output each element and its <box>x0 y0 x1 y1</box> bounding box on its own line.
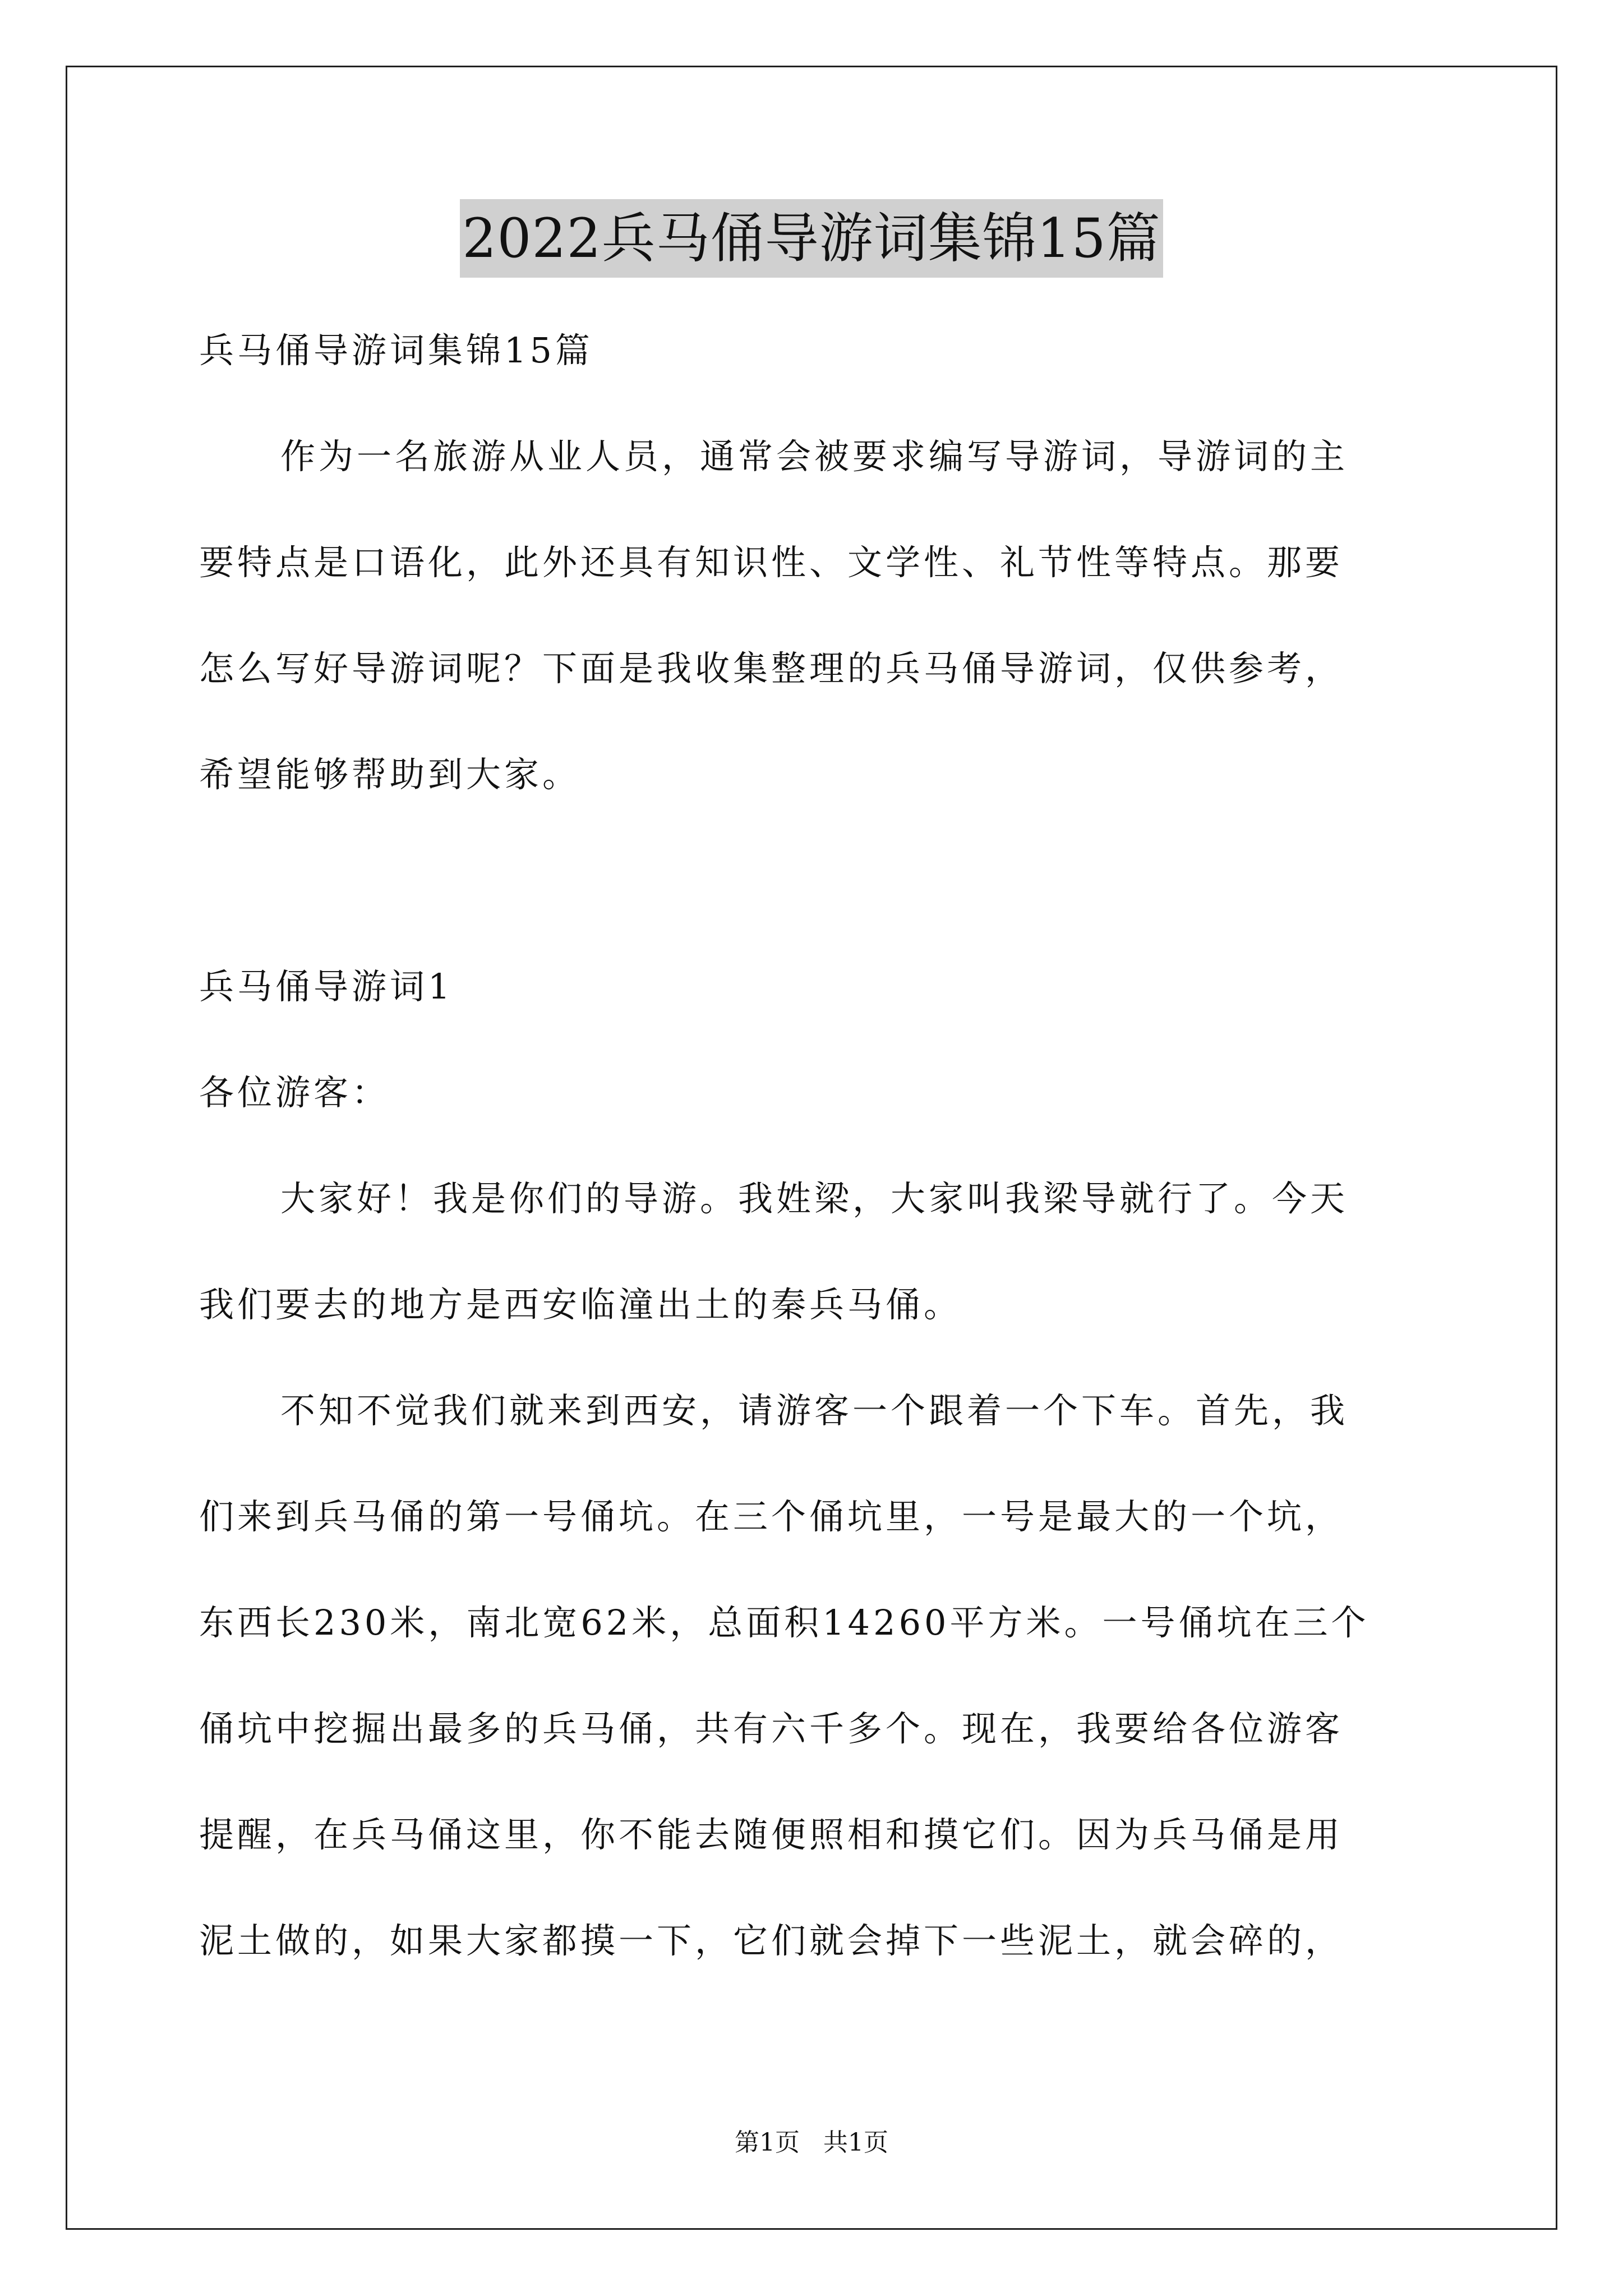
section-heading: 兵马俑导游词1 <box>199 966 454 1007</box>
page-current: 第1页 <box>735 2128 800 2157</box>
para2-line-1: 不知不觉我们就来到西安，请游客一个跟着一个下车。首先，我 <box>280 1390 1349 1431</box>
document-body <box>199 297 1433 1994</box>
greeting: 各位游客： <box>199 1072 390 1113</box>
para2-line-2: 们来到兵马俑的第一号俑坑。在三个俑坑里，一号是最大的一个坑， <box>199 1496 1344 1537</box>
intro-line-1: 作为一名旅游从业人员，通常会被要求编写导游词，导游词的主 <box>280 436 1349 477</box>
document-title: 2022兵马俑导游词集锦15篇 <box>460 199 1163 278</box>
para2-line-4: 俑坑中挖掘出最多的兵马俑，共有六千多个。现在，我要给各位游客 <box>199 1708 1344 1749</box>
page-footer <box>0 2126 1623 2160</box>
spacer <box>199 827 1433 933</box>
subtitle: 兵马俑导游词集锦15篇 <box>199 330 593 371</box>
para2-line-6: 泥土做的，如果大家都摸一下，它们就会掉下一些泥土，就会碎的， <box>199 1920 1344 1961</box>
intro-line-4: 希望能够帮助到大家。 <box>199 754 581 795</box>
intro-line-3: 怎么写好导游词呢？下面是我收集整理的兵马俑导游词，仅供参考， <box>199 648 1344 689</box>
para1-line-2: 我们要去的地方是西安临潼出土的秦兵马俑。 <box>199 1284 962 1325</box>
page-total: 共1页 <box>823 2128 888 2157</box>
intro-line-2: 要特点是口语化，此外还具有知识性、文学性、礼节性等特点。那要 <box>199 542 1344 583</box>
para2-line-3: 东西长230米，南北宽62米，总面积14260平方米。一号俑坑在三个 <box>199 1602 1370 1643</box>
para2-line-5: 提醒，在兵马俑这里，你不能去随便照相和摸它们。因为兵马俑是用 <box>199 1814 1344 1855</box>
para1-line-1: 大家好！我是你们的导游。我姓梁，大家叫我梁导就行了。今天 <box>280 1178 1349 1219</box>
title-wrap <box>0 199 1623 278</box>
